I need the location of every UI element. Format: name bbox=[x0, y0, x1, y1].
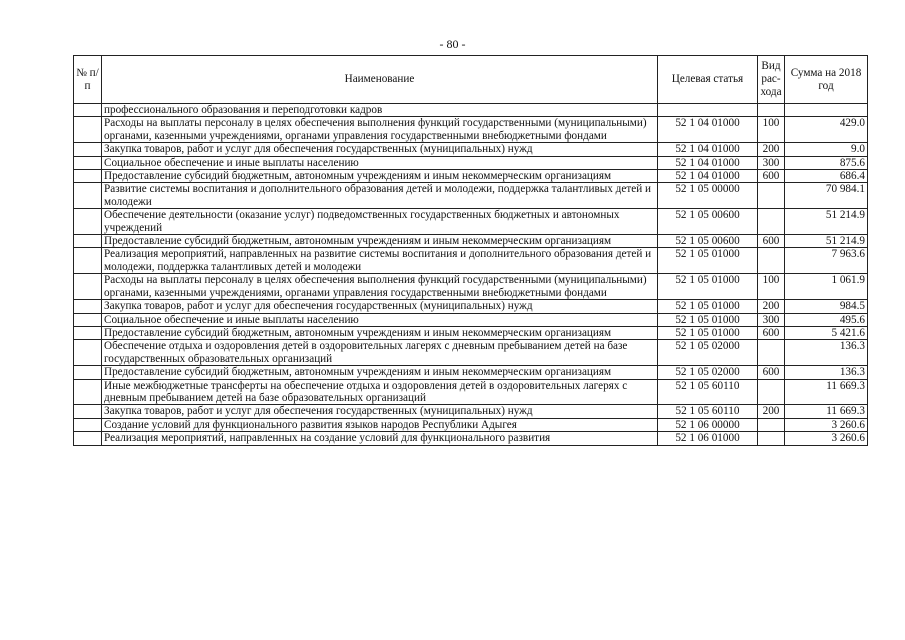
row-code-cell: 52 1 05 02000 bbox=[658, 340, 758, 366]
row-type-cell: 100 bbox=[758, 117, 785, 143]
row-code-cell: 52 1 06 01000 bbox=[658, 432, 758, 445]
row-name-cell: Реализация мероприятий, направленных на развитие системы воспитания и дополнительного образования детей и молодежи, поддержка талантливых детей и молодежи bbox=[102, 248, 658, 274]
row-num-cell bbox=[74, 418, 102, 431]
row-sum-cell bbox=[785, 104, 868, 117]
row-sum-cell: 875.6 bbox=[785, 156, 868, 169]
table-row bbox=[74, 274, 868, 300]
row-num-cell bbox=[74, 300, 102, 313]
row-code-cell: 52 1 06 00000 bbox=[658, 418, 758, 431]
row-type-cell: 200 bbox=[758, 143, 785, 156]
row-name-cell: Реализация мероприятий, направленных на создание условий для функционального развития bbox=[102, 432, 658, 445]
row-type-cell: 100 bbox=[758, 274, 785, 300]
row-name-cell: Иные межбюджетные трансферты на обеспечение отдыха и оздоровления детей в оздоровительных лагерях с дневным пребыванием детей на базе образовательных организаций bbox=[102, 379, 658, 405]
row-sum-cell: 9.0 bbox=[785, 143, 868, 156]
table-row bbox=[74, 418, 868, 431]
row-code-cell: 52 1 04 01000 bbox=[658, 117, 758, 143]
row-num-cell bbox=[74, 104, 102, 117]
row-type-cell: 600 bbox=[758, 235, 785, 248]
table-row bbox=[74, 313, 868, 326]
row-name-cell: Обеспечение деятельности (оказание услуг) подведомственных государственных бюджетных и автономных учреждений bbox=[102, 209, 658, 235]
row-code-cell: 52 1 04 01000 bbox=[658, 170, 758, 183]
row-num-cell bbox=[74, 248, 102, 274]
table-row bbox=[74, 340, 868, 366]
row-code-cell: 52 1 05 01000 bbox=[658, 326, 758, 339]
row-type-cell: 200 bbox=[758, 405, 785, 418]
row-name-cell: Закупка товаров, работ и услуг для обеспечения государственных (муниципальных) нужд bbox=[102, 143, 658, 156]
row-code-cell: 52 1 05 00000 bbox=[658, 183, 758, 209]
row-num-cell bbox=[74, 405, 102, 418]
row-type-cell bbox=[758, 418, 785, 431]
row-code-cell: 52 1 05 01000 bbox=[658, 300, 758, 313]
row-sum-cell: 136.3 bbox=[785, 366, 868, 379]
header-code: Целевая статья bbox=[658, 56, 758, 104]
table-row bbox=[74, 156, 868, 169]
row-name-cell: Предоставление субсидий бюджетным, автономным учреждениям и иным некоммерческим организациям bbox=[102, 170, 658, 183]
row-name-cell: Социальное обеспечение и иные выплаты населению bbox=[102, 156, 658, 169]
row-type-cell bbox=[758, 104, 785, 117]
row-code-cell: 52 1 04 01000 bbox=[658, 156, 758, 169]
row-num-cell bbox=[74, 313, 102, 326]
row-num-cell bbox=[74, 366, 102, 379]
row-name-cell: Обеспечение отдыха и оздоровления детей в оздоровительных лагерях с дневным пребыванием детей на базе государственных образовательных организаций bbox=[102, 340, 658, 366]
row-num-cell bbox=[74, 170, 102, 183]
row-code-cell: 52 1 05 60110 bbox=[658, 405, 758, 418]
row-sum-cell: 495.6 bbox=[785, 313, 868, 326]
row-num-cell bbox=[74, 432, 102, 445]
row-type-cell: 200 bbox=[758, 300, 785, 313]
row-name-cell: Предоставление субсидий бюджетным, автономным учреждениям и иным некоммерческим организациям bbox=[102, 326, 658, 339]
row-sum-cell: 7 963.6 bbox=[785, 248, 868, 274]
row-num-cell bbox=[74, 156, 102, 169]
row-name-cell: профессионального образования и переподготовки кадров bbox=[102, 104, 658, 117]
table-row bbox=[74, 209, 868, 235]
row-code-cell: 52 1 05 01000 bbox=[658, 248, 758, 274]
row-sum-cell: 11 669.3 bbox=[785, 379, 868, 405]
row-type-cell bbox=[758, 209, 785, 235]
row-code-cell bbox=[658, 104, 758, 117]
row-code-cell: 52 1 05 60110 bbox=[658, 379, 758, 405]
table-row bbox=[74, 326, 868, 339]
row-type-cell bbox=[758, 379, 785, 405]
row-sum-cell: 3 260.6 bbox=[785, 432, 868, 445]
row-num-cell bbox=[74, 209, 102, 235]
row-sum-cell: 11 669.3 bbox=[785, 405, 868, 418]
row-type-cell: 600 bbox=[758, 366, 785, 379]
table-row bbox=[74, 183, 868, 209]
row-type-cell: 600 bbox=[758, 170, 785, 183]
row-name-cell: Закупка товаров, работ и услуг для обеспечения государственных (муниципальных) нужд bbox=[102, 405, 658, 418]
row-sum-cell: 686.4 bbox=[785, 170, 868, 183]
row-name-cell: Закупка товаров, работ и услуг для обеспечения государственных (муниципальных) нужд bbox=[102, 300, 658, 313]
row-num-cell bbox=[74, 340, 102, 366]
row-type-cell bbox=[758, 340, 785, 366]
header-name: Наименование bbox=[102, 56, 658, 104]
row-sum-cell: 429.0 bbox=[785, 117, 868, 143]
table-row bbox=[74, 104, 868, 117]
row-code-cell: 52 1 05 00600 bbox=[658, 209, 758, 235]
table-header-row bbox=[74, 56, 868, 104]
header-num: № п/п bbox=[74, 56, 102, 104]
table-row bbox=[74, 170, 868, 183]
row-name-cell: Расходы на выплаты персоналу в целях обеспечения выполнения функций государственными (муниципальными) органами, казенными учреждениями, органами управления государственными внебюджетными фондами bbox=[102, 274, 658, 300]
table-row bbox=[74, 248, 868, 274]
row-type-cell: 300 bbox=[758, 156, 785, 169]
row-code-cell: 52 1 05 01000 bbox=[658, 313, 758, 326]
row-num-cell bbox=[74, 143, 102, 156]
table-row bbox=[74, 235, 868, 248]
table-row bbox=[74, 300, 868, 313]
table-row bbox=[74, 117, 868, 143]
table-row bbox=[74, 143, 868, 156]
row-num-cell bbox=[74, 117, 102, 143]
row-code-cell: 52 1 05 01000 bbox=[658, 274, 758, 300]
table-row bbox=[74, 366, 868, 379]
header-sum: Сумма на 2018 год bbox=[785, 56, 868, 104]
row-type-cell bbox=[758, 183, 785, 209]
row-name-cell: Предоставление субсидий бюджетным, автономным учреждениям и иным некоммерческим организациям bbox=[102, 366, 658, 379]
row-num-cell bbox=[74, 326, 102, 339]
row-num-cell bbox=[74, 235, 102, 248]
row-code-cell: 52 1 04 01000 bbox=[658, 143, 758, 156]
row-name-cell: Создание условий для функционального развития языков народов Республики Адыгея bbox=[102, 418, 658, 431]
row-type-cell: 600 bbox=[758, 326, 785, 339]
row-sum-cell: 136.3 bbox=[785, 340, 868, 366]
row-sum-cell: 3 260.6 bbox=[785, 418, 868, 431]
row-num-cell bbox=[74, 183, 102, 209]
row-code-cell: 52 1 05 02000 bbox=[658, 366, 758, 379]
row-name-cell: Предоставление субсидий бюджетным, автономным учреждениям и иным некоммерческим организациям bbox=[102, 235, 658, 248]
row-type-cell: 300 bbox=[758, 313, 785, 326]
row-sum-cell: 1 061.9 bbox=[785, 274, 868, 300]
row-num-cell bbox=[74, 379, 102, 405]
row-name-cell: Расходы на выплаты персоналу в целях обеспечения выполнения функций государственными (муниципальными) органами, казенными учреждениями, органами управления государственными внебюджетными фондами bbox=[102, 117, 658, 143]
row-type-cell bbox=[758, 248, 785, 274]
row-name-cell: Развитие системы воспитания и дополнительного образования детей и молодежи, поддержка талантливых детей и молодежи bbox=[102, 183, 658, 209]
row-sum-cell: 70 984.1 bbox=[785, 183, 868, 209]
table-row bbox=[74, 379, 868, 405]
row-code-cell: 52 1 05 00600 bbox=[658, 235, 758, 248]
budget-table bbox=[73, 55, 868, 446]
header-type: Вид рас-хода bbox=[758, 56, 785, 104]
table-row bbox=[74, 432, 868, 445]
row-sum-cell: 51 214.9 bbox=[785, 209, 868, 235]
row-type-cell bbox=[758, 432, 785, 445]
row-num-cell bbox=[74, 274, 102, 300]
row-name-cell: Социальное обеспечение и иные выплаты населению bbox=[102, 313, 658, 326]
page-number: - 80 - bbox=[439, 37, 466, 51]
row-sum-cell: 984.5 bbox=[785, 300, 868, 313]
table-row bbox=[74, 405, 868, 418]
row-sum-cell: 51 214.9 bbox=[785, 235, 868, 248]
row-sum-cell: 5 421.6 bbox=[785, 326, 868, 339]
